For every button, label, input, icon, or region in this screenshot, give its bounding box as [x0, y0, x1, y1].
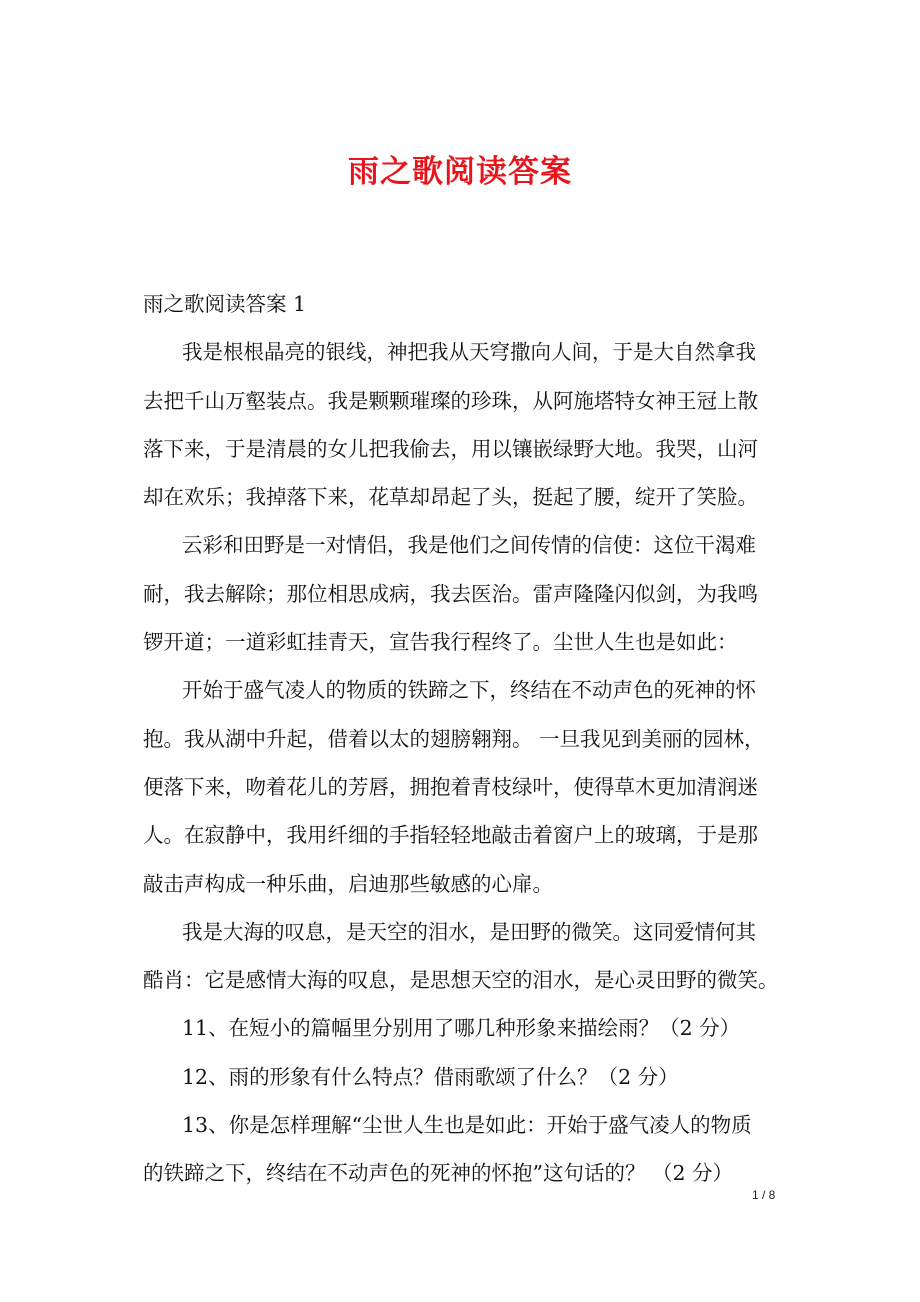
document-title: 雨之歌阅读答案: [348, 154, 572, 190]
document-body: [143, 280, 793, 1198]
text-line: 13、你是怎样理解“尘世人生也是如此：开始于盛气凌人的物质: [182, 1113, 752, 1138]
paragraph: [143, 908, 793, 1005]
paragraph: [143, 1053, 793, 1101]
text-line: 我是大海的叹息，是天空的泪水，是田野的微笑。这同爱情何其: [182, 919, 756, 944]
paragraphs: [143, 328, 793, 1197]
text-line: 12、雨的形象有什么特点？借雨歌颂了什么？（2 分）: [182, 1064, 679, 1089]
text-line: 落下来，于是清晨的女儿把我偷去，用以镶嵌绿野大地。我哭，山河: [143, 436, 758, 461]
page-number: 1 / 8: [752, 1188, 776, 1202]
paragraph: [143, 1004, 793, 1052]
text-line: 云彩和田野是一对情侣，我是他们之间传情的信使：这位干渴难: [182, 533, 756, 558]
text-line: 却在欢乐；我掉落下来，花草却昂起了头，挺起了腰，绽开了笑脸。: [143, 485, 758, 510]
text-line: 锣开道；一道彩虹挂青天，宣告我行程终了。尘世人生也是如此：: [143, 630, 738, 655]
text-line: 便落下来，吻着花儿的芳唇，拥抱着青枝绿叶，使得草木更加清润迷: [143, 774, 758, 799]
section-heading: 雨之歌阅读答案 1: [143, 292, 307, 316]
text-line: 11、在短小的篇幅里分别用了哪几种形象来描绘雨？（2 分）: [182, 1016, 741, 1041]
paragraph: [143, 521, 793, 666]
text-line: 去把千山万壑装点。我是颗颗璀璨的珍珠，从阿施塔特女神王冠上散: [143, 388, 758, 413]
text-line: 我是根根晶亮的银线，神把我从天穹撒向人间，于是大自然拿我: [182, 340, 756, 365]
text-line: 敲击声构成一种乐曲，启迪那些敏感的心扉。: [143, 871, 553, 896]
text-line: 耐，我去解除；那位相思成病，我去医治。雷声隆隆闪似剑，为我鸣: [143, 581, 758, 606]
text-line: 酷肖：它是感情大海的叹息，是思想天空的泪水，是心灵田野的微笑。: [143, 968, 779, 993]
text-line: 的铁蹄之下，终结在不动声色的死神的怀抱”这句话的？ （2 分）: [143, 1161, 734, 1186]
paragraph: [143, 328, 793, 521]
text-line: 开始于盛气凌人的物质的铁蹄之下，终结在不动声色的死神的怀: [182, 678, 756, 703]
paragraph: [143, 666, 793, 907]
paragraph: [143, 1101, 793, 1198]
text-line: 人。在寂静中，我用纤细的手指轻轻地敲击着窗户上的玻璃，于是那: [143, 823, 758, 848]
text-line: 抱。我从湖中升起，借着以太的翅膀翱翔。 一旦我见到美丽的园林，: [143, 726, 765, 751]
